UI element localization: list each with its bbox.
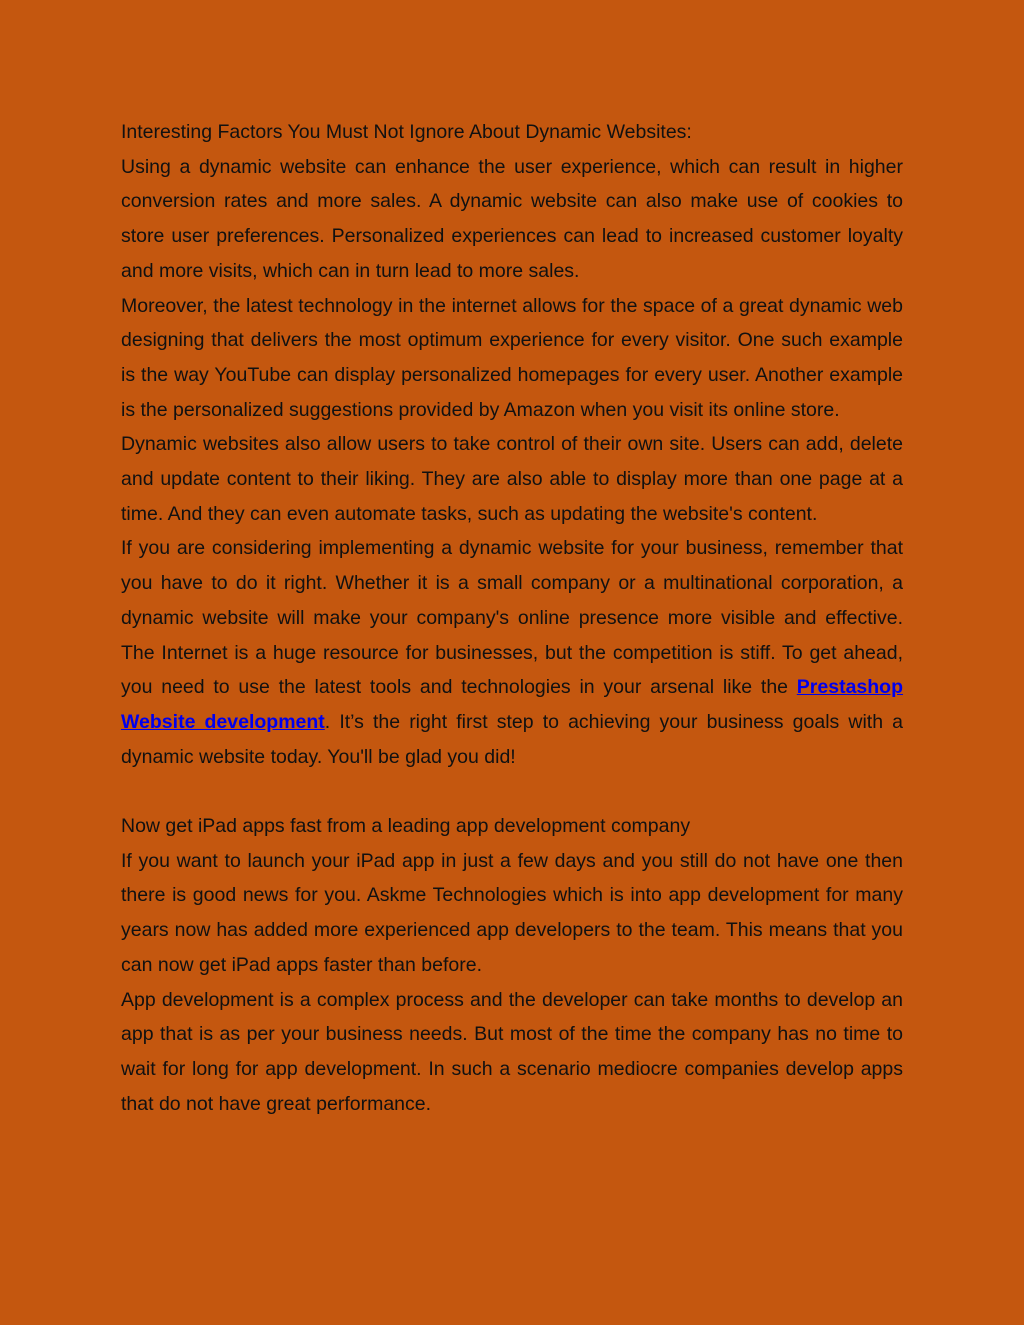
paragraph-user-experience: Using a dynamic website can enhance the user experience, which can result in higher conversion rates and more sales. A dynamic website can also make use of cookies to store user preferences. Personalized experiences can lead to increased customer loyalty and more visits, which can in turn lead to more sales.: [121, 155, 903, 282]
section-spacer: [121, 774, 903, 809]
paragraph-user-control: Dynamic websites also allow users to take control of their own site. Users can add, delete and update content to their liking. They are also able to display more than one page at a time. And they can even automate tasks, such as updating the website's content.: [121, 433, 903, 525]
paragraph-implementation: [121, 531, 903, 774]
paragraph-launch-ipad-app: If you want to launch your iPad app in just a few days and you still do not have one then there is good news for you. Askme Technologies which is into app development for many years now has added more experienced app developers to the team. This means that you can now get iPad apps faster than before.: [121, 849, 903, 976]
document-body: [121, 115, 903, 1121]
paragraph-implementation-text: If you are considering implementing a dynamic website for your business, remember that you have to do it right. Whether it is a small company or a multinational corporation, a dynamic website will make your company's online presence more visible and effective. The Internet is a huge resource for businesses, but the competition is stiff. To get ahead, you need to use the latest tools and technologies in your arsenal like the: [121, 537, 903, 699]
prestashop-link[interactable]: Prestashop Website development: [121, 676, 903, 733]
paragraph-implementation-text-end: . It’s the right first step to achieving your business goals with a dynamic website today. You'll be glad you did!: [121, 710, 903, 768]
paragraph-latest-technology: Moreover, the latest technology in the internet allows for the space of a great dynamic web designing that delivers the most optimum experience for every visitor. One such example is the way YouTube can display personalized homepages for every user. Another example is the personalized suggestions provided by Amazon when you visit its online store.: [121, 294, 903, 421]
section-heading-dynamic-websites: Interesting Factors You Must Not Ignore About Dynamic Websites:: [121, 121, 692, 143]
paragraph-app-development: App development is a complex process and the developer can take months to develop an app that is as per your business needs. But most of the time the company has no time to wait for long for app development. In such a scenario mediocre companies develop apps that do not have great performance.: [121, 988, 903, 1115]
section-heading-ipad-apps: Now get iPad apps fast from a leading app development company: [121, 815, 691, 838]
